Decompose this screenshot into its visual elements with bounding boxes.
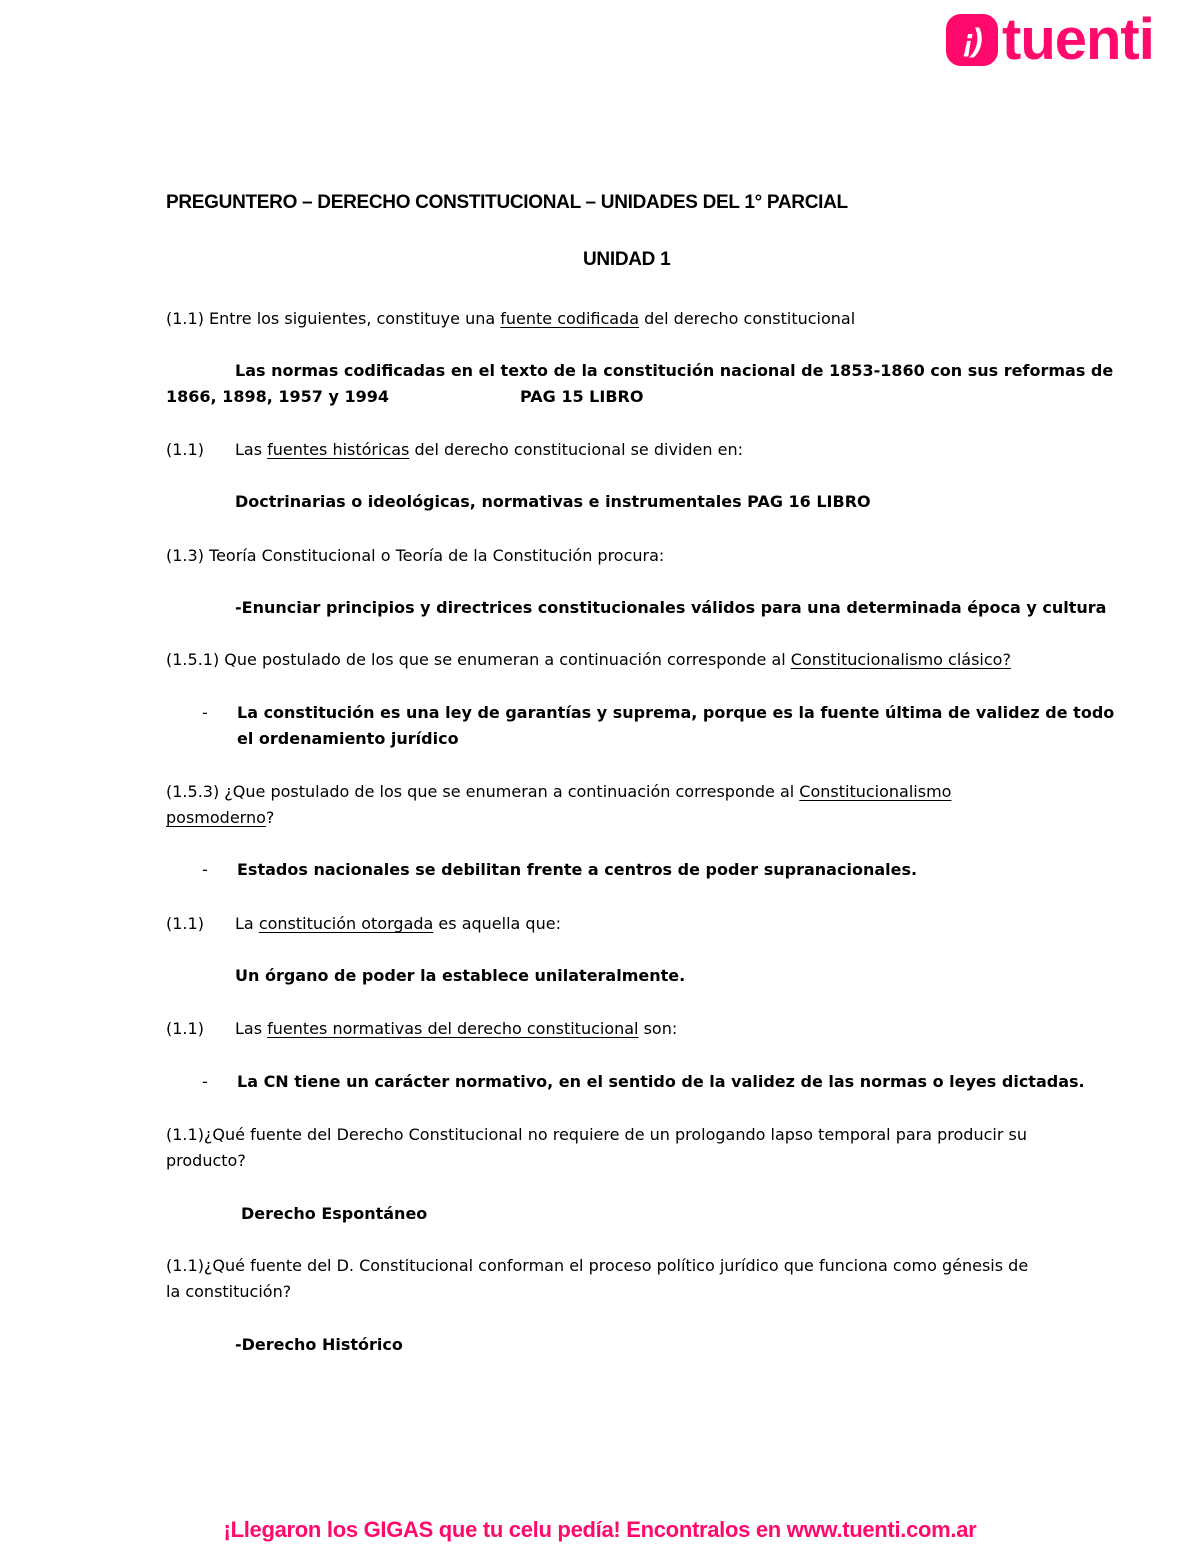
question-2 xyxy=(235,440,743,460)
question-2-number: (1.1) xyxy=(166,440,204,459)
question-5-line-2 xyxy=(166,808,274,828)
footer-promo-link[interactable]: ¡Llegaron los GIGAS que tu celu pedía! Encontralos en www.tuenti.com.ar xyxy=(223,1517,977,1542)
question-6-number: (1.1) xyxy=(166,914,204,933)
question-4-pre: (1.5.1) Que postulado de los que se enumeran a continuación corresponde al xyxy=(166,650,791,669)
answer-8: Derecho Espontáneo xyxy=(241,1204,428,1223)
question-1 xyxy=(166,309,855,329)
unit-heading: UNIDAD 1 xyxy=(583,249,671,270)
question-1-post: del derecho constitucional xyxy=(639,309,856,328)
question-2-pre: Las xyxy=(235,440,268,459)
question-6-post: es aquella que: xyxy=(433,914,561,933)
question-7-term: fuentes normativas del derecho constitucional xyxy=(267,1019,639,1038)
answer-6: Un órgano de poder la establece unilateralmente. xyxy=(235,966,686,985)
answer-5: Estados nacionales se debilitan frente a centros de poder supranacionales. xyxy=(237,860,918,879)
question-6-pre: La xyxy=(235,914,259,933)
answer-4-line-1: La constitución es una ley de garantías y suprema, porque es la fuente última de validez de todo xyxy=(237,703,1115,722)
answer-9: -Derecho Histórico xyxy=(235,1335,403,1354)
document-title: PREGUNTERO – DERECHO CONSTITUCIONAL – UNIDADES DEL 1° PARCIAL xyxy=(166,192,848,213)
question-8-line-2: producto? xyxy=(166,1151,246,1170)
question-5-term-1: Constitucionalismo xyxy=(799,782,952,801)
question-9-line-2: la constitución? xyxy=(166,1282,292,1301)
question-5-line-1 xyxy=(166,782,951,802)
tuenti-wordmark: tuenti xyxy=(1002,7,1154,72)
question-1-pre: (1.1) Entre los siguientes, constituye una xyxy=(166,309,501,328)
question-6-term: constitución otorgada xyxy=(258,914,434,933)
question-7 xyxy=(235,1019,677,1039)
question-4 xyxy=(166,650,1011,670)
tuenti-logo[interactable] xyxy=(946,7,1196,72)
answer-4-line-2: el ordenamiento jurídico xyxy=(237,729,459,748)
tuenti-mark-icon: ¡) xyxy=(946,14,998,66)
question-7-post: son: xyxy=(638,1019,678,1038)
answer-5-bullet: - xyxy=(202,860,208,879)
question-9-line-1: (1.1)¿Qué fuente del D. Constitucional conforman el proceso político jurídico que funciona como génesis de xyxy=(166,1256,1029,1275)
question-5-post: ? xyxy=(265,808,275,827)
question-2-post: del derecho constitucional se dividen en: xyxy=(409,440,743,459)
answer-1-line-2: 1866, 1898, 1957 y 1994 xyxy=(166,387,389,406)
answer-7-bullet: - xyxy=(202,1072,208,1091)
answer-7: La CN tiene un carácter normativo, en el sentido de la validez de las normas o leyes dictadas. xyxy=(237,1072,1085,1091)
question-6 xyxy=(235,914,561,934)
question-4-term: Constitucionalismo clásico? xyxy=(790,650,1011,669)
question-8-line-1: (1.1)¿Qué fuente del Derecho Constitucional no requiere de un prologando lapso temporal para producir su xyxy=(166,1125,1027,1144)
question-5-pre: (1.5.3) ¿Que postulado de los que se enumeran a continuación corresponde al xyxy=(166,782,800,801)
answer-1-line-1: Las normas codificadas en el texto de la constitución nacional de 1853-1860 con sus reformas de xyxy=(235,361,1114,380)
answer-1-reference: PAG 15 LIBRO xyxy=(520,387,644,406)
question-7-number: (1.1) xyxy=(166,1019,204,1038)
answer-2: Doctrinarias o ideológicas, normativas e instrumentales PAG 16 LIBRO xyxy=(235,492,871,511)
question-1-term: fuente codificada xyxy=(500,309,640,328)
question-7-pre: Las xyxy=(235,1019,268,1038)
answer-3: -Enunciar principios y directrices constitucionales válidos para una determinada época y cultura xyxy=(235,598,1107,617)
answer-4-bullet: - xyxy=(202,703,208,722)
question-3: (1.3) Teoría Constitucional o Teoría de la Constitución procura: xyxy=(166,546,665,565)
question-5-term-2: posmoderno xyxy=(166,808,266,827)
question-2-term: fuentes históricas xyxy=(267,440,410,459)
